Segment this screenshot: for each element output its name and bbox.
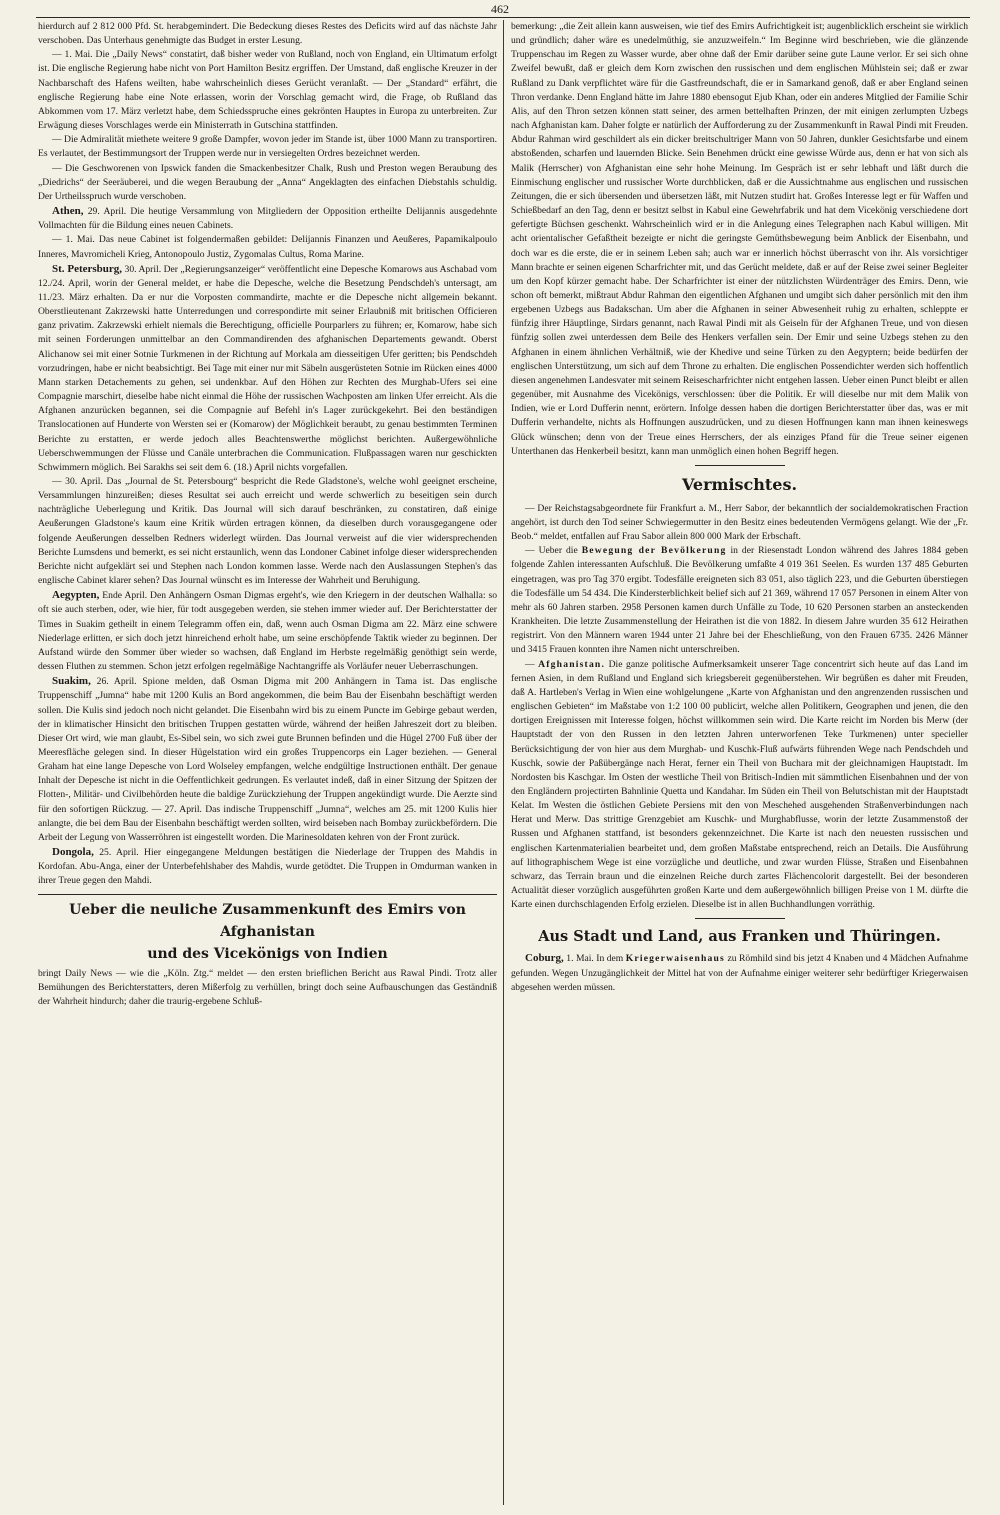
dateline: Athen, bbox=[52, 205, 84, 218]
paragraph: — Ueber die Bewegung der Bevölkerung in der Riesenstadt London während des Jahres 1884 geben folgende Zahlen interessanten Aufschluß. Die Bevölkerung umfaßte 4 019 361 Seelen. Es wurden 137 485 Geburten eingetragen, was pro Tag 370 ergibt. Todesfälle ereigneten sich 83 051, also täglich 223, und die Geburten überstiegen die Todesfälle um 54 434. Die Kindersterblichkeit belief sich auf 21 369, während 17 057 Personen in einem Alter von mehr als 60 Jahren starben. 2958 Personen kamen durch Unfälle zu Tode, 10 620 Personen starben an ansteckenden Krankheiten. Die letzte Zusammenstellung der Heirathen ist die von 1882. In diesem Jahre wurden 35 612 Heirathen registrirt. Von den Männern waren 1944 unter 21 Jahre bei der Eheschließung, von den Frauen 6735. 2426 Männer und 3415 Frauen konnten ihre Namen nicht unterschreiben. bbox=[511, 545, 968, 656]
article-heading: Ueber die neuliche Zusammenkunft des Emirs von Afghanistan und des Vicekönigs von Indien bbox=[69, 901, 466, 962]
paragraph: — 1. Mai. Das neue Cabinet ist folgendermaßen gebildet: Delijannis Finanzen und Aeußeres, Papamikalpoulo Inneres, Mavromicheli Krieg, Antonopoulo Justiz, Zygomalas Cultus, Roma Marine. bbox=[38, 234, 497, 260]
section-rule bbox=[695, 918, 785, 919]
news-item-suakim: Suakim, 26. April. Spione melden, daß Osman Digma mit 200 Anhängern in Tama ist. Das englische Truppenschiff „Jumna“ habe mit 1200 Kulis an Bord angekommen, die beim Bau der Eisenbahn beschäftigt werden sollen. Die Kulis sind jedoch noch nicht gelandet. Die Eisenbahn wird bis zu einem Puncte im Gebirge gebaut werden, der in klimatischer Hinsicht den britischen Truppen gestatten würde, während der heißen Jahreszeit dort zu bleiben. Dieser Ort wird, wie man glaubt, Es-Sibel sein, wo sich zwei gute Brunnen befinden und die Hügel 2700 Fuß über der Meeresfläche gelegen sind. In dieser Hügelstation wird ein großes Truppencorps ein Lager beziehen. — General Graham hat eine lange Depesche von Lord Wolseley empfangen, welche endgültige Instructionen enthält. Der genaue Inhalt der Depesche ist nicht in die Oeffentlichkeit gedrungen. Es verlautet indeß, daß in einer Sitzung der Spitzen der Flotten-, Militär- und Civilbehörden heute die baldige Zurückziehung der Truppen angekündigt wurde. Die Aerzte sind für den sofortigen Rückzug. — 27. April. Das indische Truppenschiff „Jumna“, welches am 25. mit 1200 Kulis hier anlangte, die bei dem Bau der Eisenbahn beschäftigt werden sollten, wird beiseben nach Bombay zurückbefördern. Die Arbeit der Legung von Wasserröhren ist eingestellt worden. Die Marinesoldaten kehren von der Front zurück. bbox=[38, 675, 497, 843]
section-heading-local: Aus Stadt und Land, aus Franken und Thüringen. bbox=[538, 928, 941, 946]
dateline: St. Petersburg, bbox=[52, 262, 123, 275]
paragraph: hierdurch auf 2 812 000 Pfd. St. herabgemindert. Die Bedeckung dieses Restes des Deficits wird auf das nächste Jahr verschoben. Das Unterhaus genehmigte das Budget in erster Lesung. bbox=[38, 21, 497, 47]
paragraph: — Der Reichstagsabgeordnete für Frankfurt a. M., Herr Sabor, der bekanntlich der socialdemokratischen Fraction angehört, ist durch den Tod seiner Schwiegermutter in den Besitz eines bedeutenden Vermögens gelangt. Wie der „Fr. Beob.“ meldet, entfallen auf Frau Sabor allein 800 000 Mark der Erbschaft. bbox=[511, 502, 968, 543]
paragraph: — Afghanistan. Die ganze politische Aufmerksamkeit unserer Tage concentrirt sich heute auf das Land im fernen Asien, in dem Rußland und England sich kriegsbereit gegenüberstehen. Wir begrüßen es daher mit Freuden, daß A. Hartleben's Verlag in Wien eine wohlgelungene „Karte von Afghanistan und den angrenzenden russischen und englischen Gebieten“ im Maßstabe von 1:2 100 00 publicirt, welche allen Politikern, Geographen und jenen, die den dortigen Ereignissen mit Interesse folgen, höchst willkommen sein wird. Die Karte reicht im Norden bis Merw (der Hauptstadt der von den Russen in den letzten Jahren unterworfenen Teke Turkmenen) unter specieller Berücksichtigung der von hier aus dem Murghab- und Kuschk-Fluß aufwärts führenden Wege nach Pendschdeh und Kuschk, sowie der Paßübergänge nach Herat, ferner ein Theil von Buchara mit der gleichnamigen Hauptstadt. Im Nordosten bis Kaschgar. Im Osten der westliche Theil von Britisch-Indien mit sämmtlichen Eisenbahnen und der von den Engländern projectirten Bahnlinie Quetta und Kandahar. Im Süden ein Theil von Belutschistan mit der Hauptstadt Kelat. Im Westen die östlichen Gebiete Persiens mit den von Meschehed ausgehenden Straßenverbindungen nach Herat und Merw. Das strittige Grenzgebiet am Kuschk- und Murghabflusse, worin der letzte Zusammenstoß der Russen und Afghanen stattfand, ist besonders gekennzeichnet. Die Karte ist nach den neuesten russischen und englischen Kartenmaterialien bearbeitet und, dem großen Maßstabe entsprechend, reich an Details. Die Ausführung auf lithographischem Wege ist eine vorzügliche und deutliche, und zwar wurden Flüsse, Straßen und Eisenbahnen schwarz, das Terrain braun und die einzelnen Reiche durch zartes Flächencolorit dargestellt. Bei der besonderen Actualität dieser vorzüglich ausgeführten großen Karte und dem außergewöhnlich billigen Preise von 1 M. dürfte die Karte einen durchschlagenden Erfolg erzielen. Dieselbe ist in allen Buchhandlungen vorräthig. bbox=[511, 658, 968, 911]
left-column bbox=[38, 20, 497, 1509]
news-item-athen: Athen, 29. April. Die heutige Versammlung von Mitgliedern der Opposition ertheilte Delijannis ausgedehnte Vollmachten für die Bildung eines neuen Cabinets. bbox=[38, 205, 497, 232]
dateline: Aegypten, bbox=[52, 589, 100, 602]
column-divider bbox=[503, 20, 504, 1505]
paragraph: bemerkung: „die Zeit allein kann ausweisen, wie tief des Emirs Aufrichtigkeit ist; augenblicklich erscheint sie wirklich und gründlich; daher wäre es unedelmüthig, sie anzuzweifeln.“ Im Beginne wird beschrieben, wie die glänzende Truppenschau im Regen zu Wasser wurde, aber ohne daß der Emir darüber seine gute Laune verlor. Er sei sich ohne Zweifel bewußt, daß er gleich dem Korn zwischen den russischen und dem englischen Mühlstein sei; daß er zwar Rußland zu Dank verpflichtet wäre für die Gastfreundschaft, die er in Samarkand genoß, daß er aber England seinen Thron verdanke. Denn England hätte im Jahre 1880 ebensogut Ejub Khan, oder ein anderes Mitglied der Familie Schir Alis, auf den Thron setzen können statt seiner, des armen bettelhaften Prinzen, der mit einigen zerlumpten Uzbegs nach Afghanistan kam. Daher folgte er natürlich der Aufforderung zu der Zusammenkunft in Rawal Pindi mit Freuden. Abdur Rahman wird geschildert als ein dicker breitschultriger Mann von 50 Jahren, dunkler Gesichtsfarbe und einem abstoßenden, scharfen und lauernden Blicke. Sein Benehmen drückt eine gewisse Würde aus, denn er hat von sich als Malik (Herrscher) von Afghanistan eine sehr hohe Meinung. Im Gespräch ist er sehr lebhaft und läßt durch die Einmischung englischer und russischer Worte durchblicken, daß er die Aussichtnahme aus englischen und russischen Zeitungen, die er sich übersenden und übersetzen läßt, mit Nutzen studirt hat. Großes Interesse legt er für Waffen und Schießbedarf an den Tag, denn er besitzt selbst in Kabul eine Gewehrfabrik und hat dem Vicekönig verschiedene dort gefertigte Büchsen geschenkt. Wahrscheinlich wird er in die Anlegung eines Telegraphen nach Kabul willigen. Mit acht orientalischer Gefaßtheit bezeigte er nicht die geringste Gemüthsbewegung beim Anblick der Eisenbahn, und doch war es die erste, die er in seinem Leben sah; auch war er innerlich höchst überrascht von ihr. Als vorsichtiger Mann brachte er seinen eigenen Scharfrichter mit, und das Gerücht meldete, daß er auf der Reise zwei seiner Begleiter um den Kopf kürzer gemacht habe. Der Scharfrichter ist einer der nützlichsten Würdenträger des Emirs. Denn, wie schon oft bemerkt, mißtraut Abdur Rahman den eigentlichen Afghanen und umgibt sich daher persönlich mit den ihm ergebenen Uzbegs aus Badakschan. Um aber die Afghanen in seiner Abwesenheit ruhig zu erhalten, schleppte er fünfzig ihrer Häuptlinge, Sirdars genannt, nach Rawal Pindi mit als Geiseln für der Afghanen Treue, und von diesen fünfzig sollen zwei unterdessen dem Beile des Henkers verfallen sein. Der Emir und seine Uzbegs stehen zu den Afghanen in einem ähnlichen Verhältniß, wie der Khedive und seine Türken zu den Aegyptern; beide bedürfen der englischen Unterstützung, um sich auf dem Throne zu erhalten. Die englischen Possendichter werden sich hoffentlich diesen angenehmen Landesvater mit seinem Reisescharfrichter nicht entgehen lassen. Ueber einen Punct bleibt er allen gegenüber, mit Ausnahme des Vicekönigs, verschlossen: über die Politik. Er will dieselbe nur mit dem Malik von Indien, wie er Lord Dufferin nennt, erörtern. Infolge dessen haben die dortigen Berichterstatter über das, was er mit Dufferin verhandelte, nichts als Hoffnungen auszudrücken, und zu diesen Hoffnungen kann man ihnen keineswegs Glück wünschen; denn von der Treue eines Herrschers, der als einziges Pfand für die Treue seiner eigenen Unterthanen das Henkerbeil besitzt, kann man unmöglich einen hohen Begriff hegen. bbox=[511, 21, 968, 457]
paragraph: — 1. Mai. Die „Daily News“ constatirt, daß bisher weder von Rußland, noch von England, ein Ultimatum erfolgt ist. Die englische Regierung habe nicht von Port Hamilton Besitz ergriffen. Der Umstand, daß englische Kreuzer in der Nachbarschaft des Hafens weilten, habe wahrscheinlich dieses Gerücht veranlaßt. — Der „Standard“ erfährt, die englische Regierung habe eine Note erlassen, worin der Vorschlag gemacht wird, die Frage, ob Rußland das Abkommen vom 17. März verletzt habe, dem Schiedsspruche eines gekrönten Hauptes in Europa zu unterbreiten. Zur Erwägung dieses Vorschlages werde ein Ministerrath in Gutschina stattfinden. bbox=[38, 49, 497, 132]
paragraph: — Die Geschworenen von Ipswick fanden die Smackenbesitzer Chalk, Rush und Preston wegen Beraubung des „Diedrichs“ der Seeräuberei, und die wegen Beraubung der „Anna“ Angeklagten des einfachen Diebstahls schuldig. Der Urtheilsspruch wurde verschoben. bbox=[38, 162, 497, 202]
dateline: Dongola, bbox=[52, 846, 94, 859]
header-rule bbox=[36, 17, 970, 18]
page-number: 462 bbox=[491, 2, 509, 16]
news-item-petersburg: St. Petersburg, 30. April. Der „Regierungsanzeiger“ veröffentlicht eine Depesche Komarows aus Aschabad vom 12./24. April, worin der General meldet, er habe die Depesche, welche die Besetzung Pendschdeh's untersagt, am 11./23. März erhalten. Da er nur die Vorposten commandirte, machte er die Depesche nicht allgemein bekannt. Oberstlieutenant Zakrzewski hatte Unterredungen und correspondirte mit seiner Erlaubniß mit britischen Officieren ganz privatim. Zakrzewski erhielt niemals die Berechtigung, officielle Pourparlers zu führen; er, Komarow, habe sich mit seinen Forderungen unmittelbar an den Commandirenden des afghanischen Departements gewandt. Oberst Alichanow sei mit einer Sotnie Turkmenen in der Richtung auf Morkala am diesseitigen Ufer geritten; bis Pendschdeh vorzudringen, habe er nicht beabsichtigt. Bei Tage mit einer nur mit Säbeln ausgerüsteten Sotnie im Rücken eines 4000 Mann starken Detachements zu gehen, sei undenkbar. Auf den Höhen zur Rechten des Murghab-Ufers sei eine Compagnie marschirt, dieselbe habe nicht einmal die Höhe der russischen Wachposten am linken Ufer erreicht. Als die Afghanen anzurücken begannen, sei die Compagnie auf Befehl in's Lager zurückgekehrt. Bei den beständigen Translocationen auf Hunderte von Wersten sei er (Komarow) der Möglichkeit beraubt, zu genau bestimmten Terminen Berichte zu erstatten, er werde jedoch alles Beachtenswerthe möglichst berichten. Außergewöhnliche Ueberschwemmungen der Flüsse und Canäle unterbrachen die Communication. Flußpassagen waren nur geschickten Schwimmern möglich. Bei Sarakhs sei seit dem 6. (18.) April nichts vorgefallen. bbox=[38, 262, 497, 473]
section-rule bbox=[38, 894, 497, 895]
paragraph: bringt Daily News — wie die „Köln. Ztg.“ meldet — den ersten brieflichen Bericht aus Rawal Pindi. Trotz aller Bemühungen des Berichterstatters, deren Mißerfolg zu verhüllen, bringt doch seine Aufbauschungen das Geständniß der Wahrheit hindurch; daher die traurig-ergebene Schluß- bbox=[38, 967, 497, 1007]
dateline: Coburg, bbox=[525, 952, 564, 965]
section-rule bbox=[695, 465, 785, 466]
section-heading-vermischtes: Vermischtes. bbox=[681, 474, 798, 494]
news-item-aegypten: Aegypten, Ende April. Den Anhängern Osman Digmas ergeht's, wie den Kriegern in der deutschen Walhalla: so oft sie auch sterben, oder, wie hier, für todt ausgegeben werden, sie stehen immer wieder auf. Der Berichterstatter der Times in Suakim getheilt in einem Telegramm offen ein, daß, wenn auch Osman Digma am 22. März eine schwere Niederlage erlitten, er sich doch jetzt hinreichend erholt habe, um seine erschöpfende Taktik wieder zu beginnen. Der Aufstand würde den Sommer über wieder so wachsen, daß England im Herbste regelmäßig genöthigt sein werde, dessen Fluthen zu stemmen. Schon jetzt erfolgen regelmäßige Nachtangriffe als Vorläufer neuer Ueberraschungen. bbox=[38, 589, 497, 673]
right-column bbox=[511, 20, 968, 1509]
paragraph: — Die Admiralität miethete weitere 9 große Dampfer, wovon jeder im Stande ist, über 1000 Mann zu transportiren. Es verlautet, der Bestimmungsort der Truppen werde nur in versiegelten Ordres bezeichnet werden. bbox=[38, 134, 497, 160]
paragraph: — 30. April. Das „Journal de St. Petersbourg“ bespricht die Rede Gladstone's, welche wohl geeignet erscheine, Versammlungen hinzureißen; dieses Resultat sei auch erreicht und werde schwerlich zu beseitigen sein durch nachträgliche Ueberlegung und Kritik. Das Journal will sich darauf beschränken, zu constatiren, daß einige Aeußerungen Gladstone's kaum eine Kritik würden ertragen können, da dieselben durch vorausgegangene oder folgende Aeußerungen desselben Redners widerlegt würden. Das Journal verweist auf die vier widersprechenden Berichte Lumsdens und bemerkt, es sei nicht erstaunlich, wenn das Londoner Cabinet infolge dieser widersprechenden Berichte nicht aufgeklärt sei und Stephen nach London kommen lasse. Werde nach den Auslassungen Stephen's das englische Cabinet klarer sehen? Das Journal wünscht es im Interesse der Wahrheit und Beruhigung. bbox=[38, 476, 497, 587]
news-item-coburg: Coburg, 1. Mai. In dem Kriegerwaisenhaus zu Römhild sind bis jetzt 4 Knaben und 4 Mädchen Aufnahme gefunden. Wegen Unzugänglichkeit der Mittel hat von der Aufnahme einiger weiterer sehr bedürftiger Kriegerwaisen abgesehen werden müssen. bbox=[511, 952, 968, 993]
news-item-dongola: Dongola, 25. April. Hier eingegangene Meldungen bestätigen die Niederlage der Truppen des Mahdis in Kordofan. Abu-Anga, einer der Unterbefehlshaber des Mahdis, wurde getödtet. Die Truppen in Omdurman wanken in ihrer Treue gegen den Mahdi. bbox=[38, 846, 497, 887]
dateline: Suakim, bbox=[52, 675, 91, 688]
